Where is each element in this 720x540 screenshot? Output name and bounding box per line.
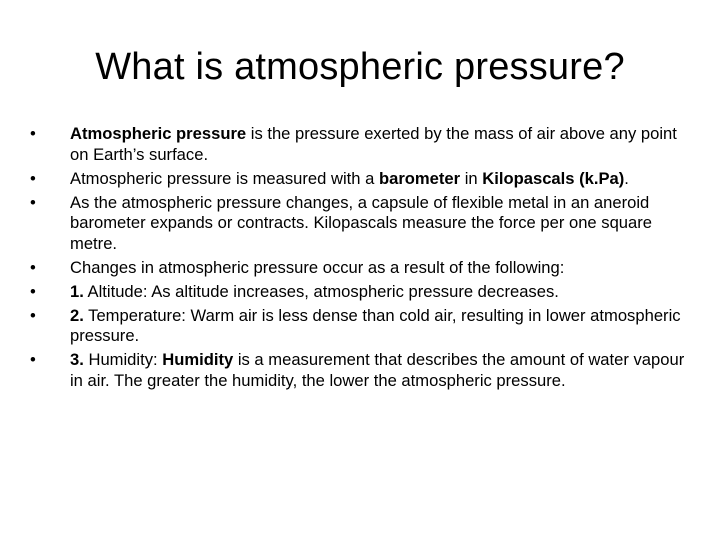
- term-humidity: Humidity: [162, 350, 234, 369]
- bullet-marker: •: [30, 257, 36, 277]
- bullet-marker: •: [30, 192, 36, 212]
- bullet-text: Changes in atmospheric pressure occur as a result of the following:: [70, 257, 565, 277]
- item-number: 2.: [70, 305, 84, 325]
- bullet-marker: •: [30, 168, 36, 188]
- bullet-list: [30, 124, 698, 395]
- bullet-temperature: [30, 306, 698, 347]
- term-barometer: barometer: [378, 168, 461, 188]
- bullet-text: .: [624, 168, 629, 188]
- bullet-text: Temperature: Warm air is less dense than cold air, resulting in lower atmospheric pressure.: [70, 305, 681, 345]
- bullet-text: is a measurement that describes the amount of water vapour in air. The greater the humidity, the lower the atmospheric pressure.: [70, 350, 685, 390]
- item-number: 1.: [70, 281, 84, 301]
- bullet-altitude: [30, 282, 698, 303]
- bullet-changes: [30, 258, 698, 279]
- bullet-marker: •: [30, 281, 36, 301]
- term-kilopascals: Kilopascals (k.Pa): [482, 168, 625, 188]
- slide-title: What is atmospheric pressure?: [95, 46, 625, 88]
- bullet-aneroid: [30, 193, 698, 255]
- bullet-measurement: [30, 169, 698, 190]
- bullet-marker: •: [30, 124, 36, 143]
- bullet-text: Humidity:: [83, 350, 163, 369]
- bullet-text: Atmospheric pressure is measured with a: [70, 168, 379, 188]
- bullet-marker: •: [30, 350, 36, 369]
- bullet-text: As the atmospheric pressure changes, a capsule of flexible metal in an aneroid barometer expands or contracts. Kilopascals measure the force per one square metre.: [70, 192, 653, 253]
- bullet-text: is the pressure exerted by the mass of air above any point on Earth’s surface.: [70, 124, 677, 164]
- bullet-marker: •: [30, 305, 36, 325]
- item-number: 3.: [70, 350, 84, 369]
- bullet-text: Altitude: As altitude increases, atmospheric pressure decreases.: [83, 281, 559, 301]
- bullet-humidity: [30, 350, 698, 391]
- bullet-definition: [30, 124, 698, 165]
- term-atmospheric-pressure: Atmospheric pressure: [70, 124, 247, 143]
- bullet-text: in: [460, 168, 483, 188]
